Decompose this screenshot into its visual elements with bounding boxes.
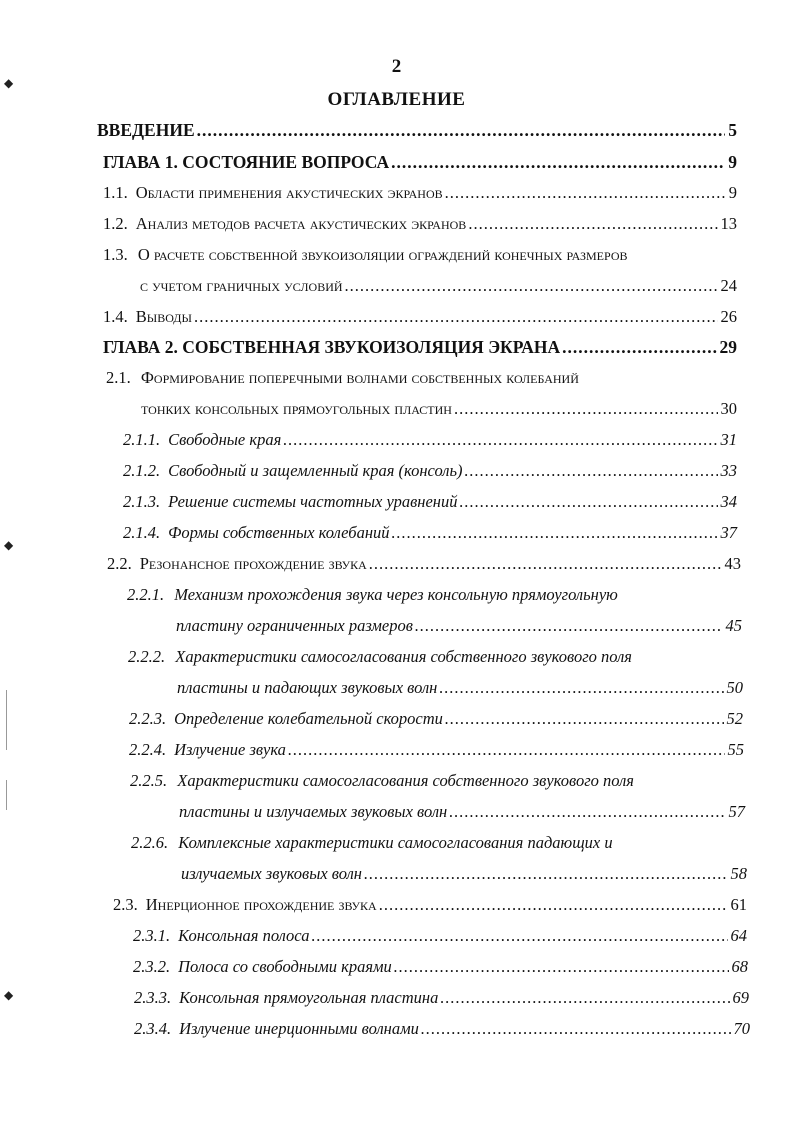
toc-entry-number: 2.1.3. [123, 492, 161, 511]
toc-leader-dots [345, 275, 718, 297]
toc-entry-2-2-3[interactable] [129, 708, 743, 730]
toc-entry-number: 1.3. [103, 245, 128, 264]
toc-entry-page: 68 [731, 957, 748, 976]
toc-entry-number: 2.1.1. [123, 430, 161, 449]
toc-entry-label: Резонансное прохождение звука [139, 554, 367, 573]
toc-entry-1-1[interactable] [103, 182, 737, 204]
toc-leader-dots [415, 615, 723, 637]
toc-entry-label: Выводы [135, 307, 192, 326]
toc-entry-label: Формы собственных колебаний [168, 523, 390, 542]
toc-entry-page: 26 [720, 307, 737, 326]
toc-entry-chapter-2[interactable] [103, 336, 737, 358]
toc-entry-2-2[interactable] [107, 553, 741, 575]
toc-leader-dots [445, 708, 724, 730]
toc-entry-2-3-4[interactable] [134, 1018, 750, 1040]
toc-entry-label: ГЛАВА 2. СОБСТВЕННАЯ ЗВУКОИЗОЛЯЦИЯ ЭКРАНА [103, 337, 561, 357]
toc-entry-page: 13 [720, 214, 737, 233]
toc-entry-page: 57 [728, 802, 745, 821]
toc-entry-2-2-6-first-line[interactable] [131, 832, 613, 854]
toc-leader-dots [369, 553, 722, 575]
toc-entry-number: 2.2.1. [127, 585, 165, 604]
toc-leader-dots [421, 1018, 731, 1040]
toc-leader-dots [197, 119, 726, 141]
toc-entry-2-2-5-first-line[interactable] [130, 770, 634, 792]
toc-entry-2-1-first-line[interactable] [106, 367, 579, 389]
toc-entry-2-2-2[interactable] [177, 677, 743, 699]
toc-entry-page: 33 [720, 461, 737, 480]
toc-leader-dots [449, 801, 725, 823]
toc-entry-label: Области применения акустических экранов [135, 183, 443, 202]
toc-entry-2-2-2-first-line[interactable] [128, 646, 632, 668]
toc-entry-label: пластины и излучаемых звуковых волн [179, 802, 448, 821]
toc-entry-label-line1: Характеристики самосогласования собственного звукового поля [175, 647, 632, 666]
toc-entry-number: 2.2.2. [128, 647, 166, 666]
toc-entry-number: 2.1. [106, 368, 131, 387]
toc-entry-number: 2.1.2. [123, 461, 161, 480]
toc-entry-label: Полоса со свободными краями [178, 957, 392, 976]
toc-leader-dots [379, 894, 728, 916]
toc-title: ОГЛАВЛЕНИЕ [327, 89, 466, 110]
toc-entry-page: 37 [720, 523, 737, 542]
toc-entry-label: Свободные края [168, 430, 282, 449]
toc-entry-label: излучаемых звуковых волн [181, 864, 362, 883]
toc-entry-number: 2.3.4. [134, 1019, 172, 1038]
toc-entry-label-line1: Характеристики самосогласования собственного звукового поля [177, 771, 634, 790]
toc-entry-label: Излучение инерционными волнами [179, 1019, 419, 1038]
toc-entry-page: 58 [730, 864, 747, 883]
toc-entry-label-line1: Механизм прохождения звука через консольную прямоугольную [174, 585, 618, 604]
toc-entry-label: тонких консольных прямоугольных пластин [141, 399, 452, 418]
toc-entry-number: 1.1. [103, 183, 128, 202]
toc-entry-number: 2.3.2. [133, 957, 171, 976]
toc-leader-dots [562, 336, 716, 358]
toc-entry-number: 2.3.1. [133, 926, 171, 945]
toc-entry-number: 2.3.3. [134, 988, 172, 1007]
toc-entry-page: 61 [730, 895, 747, 914]
toc-leader-dots [311, 925, 727, 947]
toc-entry-label: Анализ методов расчета акустических экранов [135, 214, 467, 233]
toc-entry-label: Инерционное прохождение звука [145, 895, 377, 914]
toc-entry-label: Решение системы частотных уравнений [168, 492, 458, 511]
toc-entry-label: пластины и падающих звуковых волн [177, 678, 438, 697]
toc-entry-2-2-1-first-line[interactable] [127, 584, 618, 606]
toc-entry-page: 9 [728, 152, 737, 172]
toc-leader-dots [283, 429, 717, 451]
toc-entry-number: 2.2.6. [131, 833, 169, 852]
toc-entry-label: Определение колебательной скорости [174, 709, 443, 728]
toc-leader-dots [391, 151, 725, 173]
toc-entry-2-3-2[interactable] [133, 956, 748, 978]
scan-edge-line [6, 690, 7, 750]
toc-leader-dots [445, 182, 726, 204]
toc-entry-2-3-1[interactable] [133, 925, 747, 947]
toc-entry-page: 9 [728, 183, 737, 202]
toc-entry-page: 55 [727, 740, 744, 759]
toc-leader-dots [194, 306, 718, 328]
toc-entry-page: 50 [726, 678, 743, 697]
toc-entry-2-1-4[interactable] [123, 522, 737, 544]
toc-entry-introduction[interactable] [97, 119, 737, 141]
toc-entry-number: 2.2. [107, 554, 132, 573]
toc-entry-2-1-1[interactable] [123, 429, 737, 451]
scan-speck: ◆ [4, 76, 14, 90]
toc-entry-1-2[interactable] [103, 213, 737, 235]
toc-entry-number: 2.3. [113, 895, 138, 914]
toc-entry-label-line1: Формирование поперечными волнами собственных колебаний [140, 368, 579, 387]
toc-entry-label-line1: О расчете собственной звукоизоляции ограждений конечных размеров [137, 245, 628, 264]
toc-entry-page: 34 [720, 492, 737, 511]
toc-entry-page: 31 [720, 430, 737, 449]
toc-entry-2-1[interactable] [141, 398, 737, 420]
toc-entry-2-2-4[interactable] [129, 739, 744, 761]
toc-entry-number: 1.4. [103, 307, 128, 326]
scan-edge-line [6, 780, 7, 810]
toc-entry-label: Консольная полоса [178, 926, 310, 945]
toc-entry-number: 2.2.5. [130, 771, 168, 790]
toc-entry-1-4[interactable] [103, 306, 737, 328]
toc-leader-dots [394, 956, 729, 978]
toc-entry-label: пластину ограниченных размеров [176, 616, 413, 635]
toc-entry-label: ГЛАВА 1. СОСТОЯНИЕ ВОПРОСА [103, 152, 390, 172]
toc-leader-dots [440, 987, 729, 1009]
toc-entry-number: 2.2.4. [129, 740, 167, 759]
toc-leader-dots [439, 677, 723, 699]
scan-speck: ◆ [4, 988, 14, 1002]
toc-leader-dots [454, 398, 718, 420]
toc-entry-label: Излучение звука [174, 740, 286, 759]
toc-entry-label: с учетом граничных условий [140, 276, 343, 295]
toc-entry-2-2-6[interactable] [181, 863, 747, 885]
toc-entry-number: 2.2.3. [129, 709, 167, 728]
toc-leader-dots [392, 522, 718, 544]
toc-entry-page: 24 [720, 276, 737, 295]
toc-leader-dots [288, 739, 725, 761]
toc-entry-page: 64 [730, 926, 747, 945]
toc-entry-2-1-3[interactable] [123, 491, 737, 513]
toc-entry-page: 5 [728, 120, 737, 140]
toc-entry-page: 45 [725, 616, 742, 635]
toc-entry-page: 52 [726, 709, 743, 728]
toc-entry-label: ВВЕДЕНИЕ [97, 120, 195, 140]
toc-leader-dots [459, 491, 717, 513]
toc-entry-number: 2.1.4. [123, 523, 161, 542]
toc-entry-number: 1.2. [103, 214, 128, 233]
toc-entry-page: 30 [720, 399, 737, 418]
toc-entry-2-2-1[interactable] [176, 615, 742, 637]
toc-entry-1-3[interactable] [140, 275, 737, 297]
scan-speck: ◆ [4, 538, 14, 552]
toc-entry-2-3-3[interactable] [134, 987, 749, 1009]
toc-entry-label: Консольная прямоугольная пластина [179, 988, 439, 1007]
toc-entry-label-line1: Комплексные характеристики самосогласования падающих и [178, 833, 613, 852]
toc-entry-page: 69 [732, 988, 749, 1007]
toc-entry-label: Свободный и защемленный края (консоль) [168, 461, 463, 480]
toc-leader-dots [468, 213, 717, 235]
toc-entry-chapter-1[interactable] [103, 151, 737, 173]
toc-entry-page: 29 [719, 337, 737, 357]
toc-leader-dots [364, 863, 728, 885]
toc-leader-dots [465, 460, 718, 482]
toc-entry-page: 43 [724, 554, 741, 573]
toc-entry-2-1-2[interactable] [123, 460, 737, 482]
toc-entry-page: 70 [733, 1019, 750, 1038]
toc-entry-1-3-first-line[interactable] [103, 244, 628, 266]
toc-entry-2-2-5[interactable] [179, 801, 745, 823]
page-number: 2 [391, 56, 402, 77]
toc-entry-2-3[interactable] [113, 894, 747, 916]
